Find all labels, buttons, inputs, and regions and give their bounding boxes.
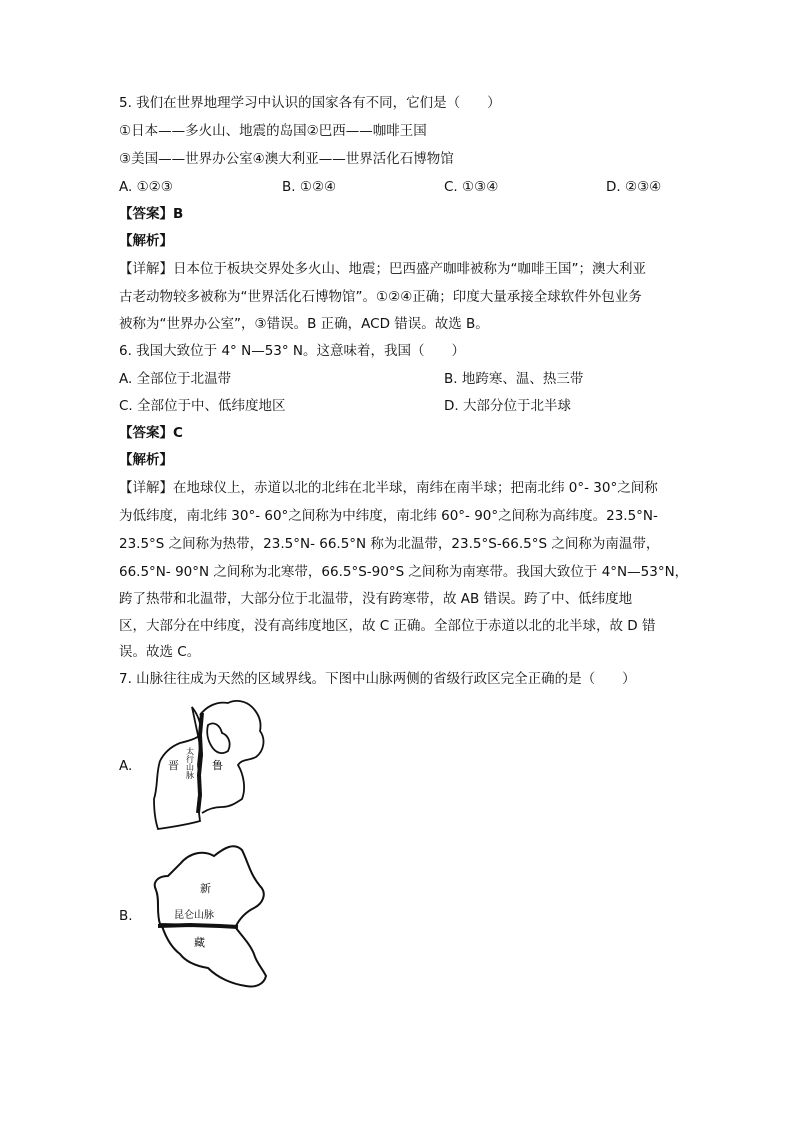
q7-map-a [150,695,280,835]
taihang-mountain-line [198,713,202,813]
q5-detail-line-1: 【详解】日本位于板块交界处多火山、地震；巴西盛产咖啡被称为“咖啡王国”；澳大利亚 [119,261,646,277]
province-label-jin: 晋 [168,759,179,772]
q5-option-a: A. ①②③ [119,179,173,195]
q5-analysis-label: 【解析】 [119,233,173,249]
q5-statement-2: ③美国——世界办公室④澳大利亚——世界活化石博物馆 [119,151,454,167]
mountain-label-kunlun: 昆仑山脉 [174,910,214,921]
q7-stem: 7. 山脉往往成为天然的区域界线。下图中山脉两侧的省级行政区完全正确的是（ ） [119,671,636,687]
q5-stem: 5. 我们在世界地理学习中认识的国家各有不同，它们是（ ） [119,95,501,111]
q7-option-a-label: A. [119,758,133,774]
province-label-zang: 藏 [194,936,205,949]
q6-detail-line-7: 误。故选 C。 [119,644,201,660]
province-label-lu: 鲁 [212,759,223,772]
shandong-outline [200,701,263,813]
q6-detail-line-6: 区，大部分在中纬度，没有高纬度地区，故 C 正确。全部位于赤道以北的北半球，故 D 错 [119,618,656,634]
q6-detail-line-1: 【详解】在地球仪上，赤道以北的北纬在北半球，南纬在南半球；把南北纬 0°- 30°之间称 [119,480,658,496]
q6-detail-line-2: 为低纬度，南北纬 30°- 60°之间称为中纬度，南北纬 60°- 90°之间称为高纬度。23.5°N- [119,508,658,524]
q5-option-d: D. ②③④ [606,179,662,195]
q6-answer: 【答案】C [119,425,183,441]
q6-option-c: C. 全部位于中、低纬度地区 [119,398,286,414]
q6-analysis-label: 【解析】 [119,452,173,468]
q6-option-b: B. 地跨寒、温、热三带 [444,371,584,387]
q6-stem: 6. 我国大致位于 4° N—53° N。这意味着，我国（ ） [119,343,466,359]
q6-detail-line-5: 跨了热带和北温带，大部分位于北温带，没有跨寒带，故 AB 错误。跨了中、低纬度地 [119,591,633,607]
q6-option-d: D. 大部分位于北半球 [444,398,571,414]
province-label-xin: 新 [200,882,211,895]
q7-option-b-label: B. [119,908,133,924]
q5-detail-line-3: 被称为“世界办公室”，③错误。B 正确，ACD 错误。故选 B。 [119,316,489,332]
q5-option-c: C. ①③④ [444,179,499,195]
q6-detail-line-4: 66.5°N- 90°N 之间称为北寒带，66.5°S-90°S 之间称为南寒带。我国大致位于 4°N—53°N， [119,564,689,580]
mountain-label-taihang: 太行山脉 [185,747,195,779]
q6-detail-line-3: 23.5°S 之间称为热带，23.5°N- 66.5°N 称为北温带，23.5°S-66.5°S 之间称为南温带， [119,536,660,552]
q5-detail-line-2: 古老动物较多被称为“世界活化石博物馆”。①②④正确；印度大量承接全球软件外包业务 [119,289,642,305]
q6-option-a: A. 全部位于北温带 [119,371,232,387]
q5-option-b: B. ①②④ [282,179,337,195]
q5-answer: 【答案】B [119,206,184,222]
xizang-outline [162,926,266,987]
kunlun-mountain-line [158,925,238,927]
q5-statement-1: ①日本——多火山、地震的岛国②巴西——咖啡王国 [119,123,427,139]
q7-map-b [150,838,280,993]
